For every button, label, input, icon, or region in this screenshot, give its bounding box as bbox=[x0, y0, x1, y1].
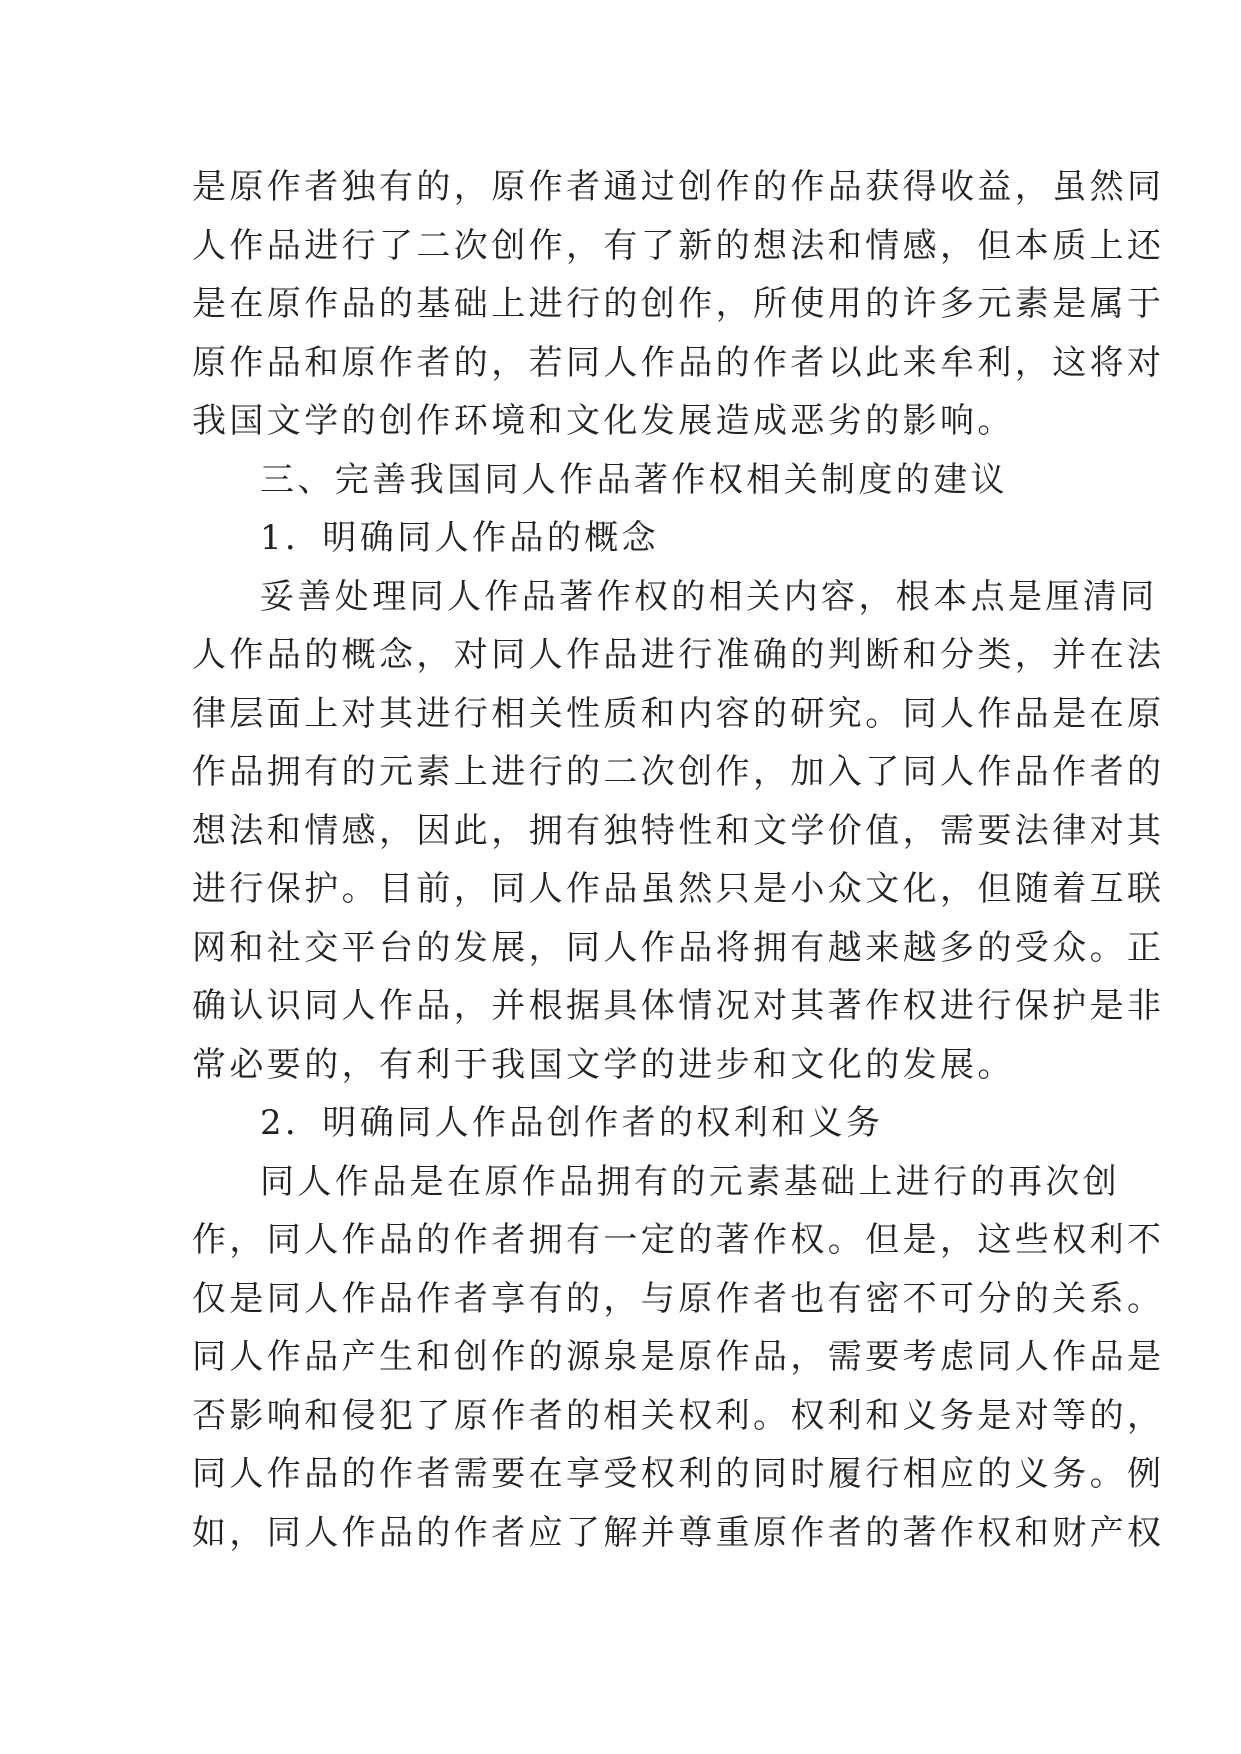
body-line: 如，同人作品的作者应了解并尊重原作者的著作权和财产权 bbox=[192, 1512, 1165, 1553]
subsection-heading: 1．明确同人作品的概念 bbox=[260, 518, 660, 558]
body-line: 网和社交平台的发展，同人作品将拥有越来越多的受众。正 bbox=[192, 927, 1165, 968]
body-line: 人作品进行了二次创作，有了新的想法和情感，但本质上还 bbox=[192, 225, 1165, 266]
paragraph-first-line: 同人作品是在原作品拥有的元素基础上进行的再次创 bbox=[260, 1161, 1121, 1202]
body-line: 作，同人作品的作者拥有一定的著作权。但是，这些权利不 bbox=[192, 1220, 1165, 1260]
body-line: 是在原作品的基础上进行的创作，所使用的许多元素是属于 bbox=[192, 284, 1165, 324]
body-line: 同人作品产生和创作的源泉是原作品，需要考虑同人作品是 bbox=[192, 1337, 1165, 1377]
document-body bbox=[192, 158, 1165, 1562]
body-line: 是原作者独有的，原作者通过创作的作品获得收益，虽然同 bbox=[192, 167, 1165, 207]
body-line: 同人作品的作者需要在享受权利的同时履行相应的义务。例 bbox=[192, 1454, 1165, 1494]
body-line: 进行保护。目前，同人作品虽然只是小众文化，但随着互联 bbox=[192, 869, 1165, 909]
section-heading: 三、完善我国同人作品著作权相关制度的建议 bbox=[260, 459, 1008, 500]
body-line: 确认识同人作品，并根据具体情况对其著作权进行保护是非 bbox=[192, 986, 1165, 1026]
body-line: 否影响和侵犯了原作者的相关权利。权利和义务是对等的， bbox=[192, 1395, 1165, 1436]
body-line: 想法和情感，因此，拥有独特性和文学价值，需要法律对其 bbox=[192, 810, 1165, 851]
body-line: 人作品的概念，对同人作品进行准确的判断和分类，并在法 bbox=[192, 635, 1165, 675]
body-line: 原作品和原作者的，若同人作品的作者以此来牟利，这将对 bbox=[192, 342, 1165, 383]
paragraph-first-line: 妥善处理同人作品著作权的相关内容，根本点是厘清同 bbox=[260, 576, 1158, 617]
body-line: 常必要的，有利于我国文学的进步和文化的发展。 bbox=[192, 1044, 1015, 1085]
body-line: 作品拥有的元素上进行的二次创作，加入了同人作品作者的 bbox=[192, 752, 1165, 792]
subsection-heading: 2．明确同人作品创作者的权利和义务 bbox=[260, 1103, 884, 1143]
body-line: 我国文学的创作环境和文化发展造成恶劣的影响。 bbox=[192, 401, 1015, 441]
body-line: 仅是同人作品作者享有的，与原作者也有密不可分的关系。 bbox=[192, 1278, 1165, 1319]
body-line: 律层面上对其进行相关性质和内容的研究。同人作品是在原 bbox=[192, 693, 1165, 734]
